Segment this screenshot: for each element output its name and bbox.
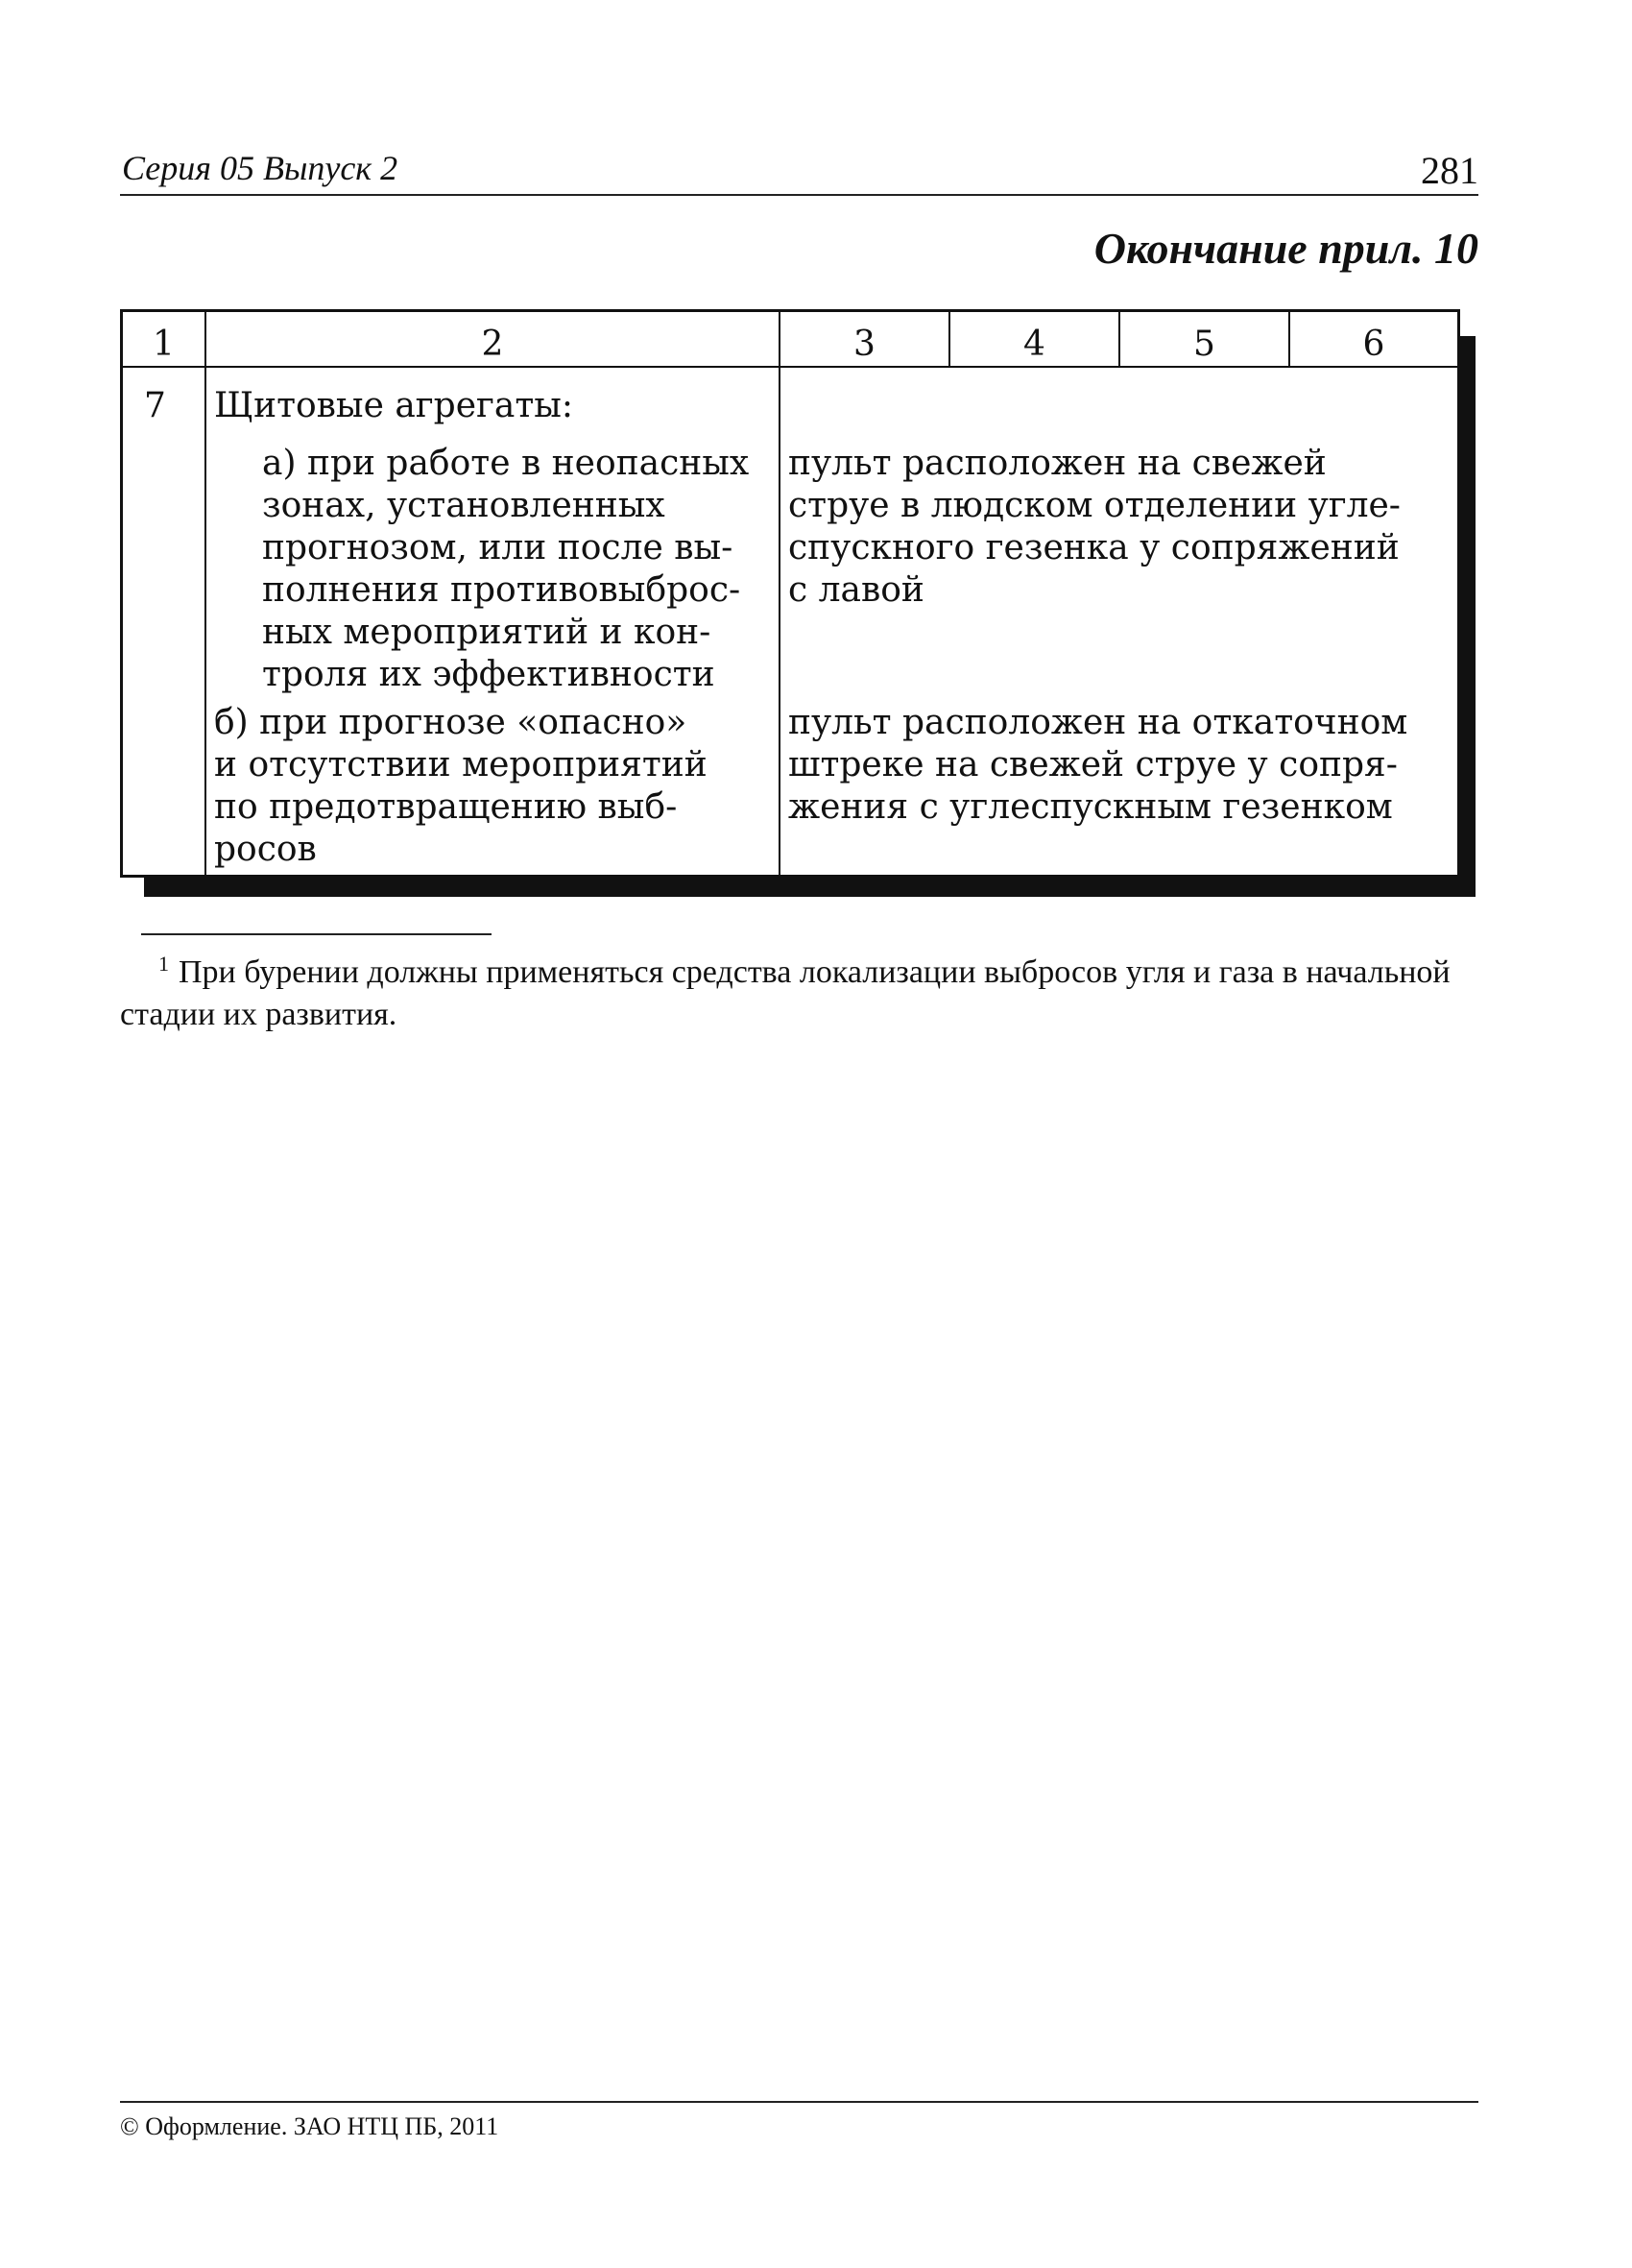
header-row-divider <box>123 366 1457 368</box>
location-b-line: пульт расположен на откаточном <box>788 703 1408 742</box>
row-number: 7 <box>144 386 166 425</box>
footer-copyright: © Оформление. ЗАО НТЦ ПБ, 2011 <box>120 2112 499 2140</box>
location-b-line: штреке на свежей струе у сопря- <box>788 745 1398 784</box>
condition-a-line: зонах, установленных <box>262 486 665 525</box>
location-a-line: спускного гезенка у сопряжений <box>788 528 1400 567</box>
page-number: 281 <box>1421 149 1478 192</box>
column-header-4: 4 <box>1023 325 1045 364</box>
condition-a-line: ных мероприятий и кон- <box>262 613 711 652</box>
item-title: Щитовые агрегаты: <box>214 386 574 425</box>
series-title: Серия 05 Выпуск 2 <box>122 149 398 187</box>
footer-rule <box>120 2101 1478 2103</box>
column-divider <box>204 312 206 875</box>
condition-a-line: прогнозом, или после вы- <box>262 528 733 567</box>
condition-b-line: росов <box>214 830 317 869</box>
location-b-line: жения с углеспускным гезенком <box>788 787 1393 827</box>
appendix-table <box>120 309 1460 878</box>
table-shadow-bottom <box>144 878 1476 897</box>
column-header-5: 5 <box>1193 325 1215 364</box>
footnote-rule <box>141 933 492 935</box>
appendix-caption: Окончание прил. 10 <box>1093 224 1478 273</box>
location-a-line: с лавой <box>788 570 924 610</box>
footnote-text: При бурении должны применяться средства локализации выбросов угля и газа в начальной стадии их развития. <box>120 954 1451 1032</box>
condition-b-line: б) при прогнозе «опасно» <box>214 703 687 742</box>
location-a-line: струе в людском отделении угле- <box>788 486 1401 525</box>
condition-b-line: по предотвращению выб- <box>214 787 678 827</box>
condition-a-line: а) при работе в неопасных <box>262 444 750 483</box>
column-header-6: 6 <box>1362 325 1385 364</box>
column-header-2: 2 <box>481 325 504 364</box>
location-b <box>788 702 1407 829</box>
running-header <box>120 144 1478 196</box>
location-a-line: пульт расположен на свежей <box>788 444 1327 483</box>
column-header-3: 3 <box>853 325 876 364</box>
condition-a-line: полнения противовыброс- <box>262 570 741 610</box>
location-a <box>788 443 1401 612</box>
condition-a-line: троля их эффективности <box>262 655 715 694</box>
column-header-1: 1 <box>153 325 175 364</box>
table-shadow-right <box>1460 336 1476 897</box>
footnote-mark: 1 <box>158 952 169 976</box>
condition-b-line: и отсутствии мероприятий <box>214 745 708 784</box>
footnote <box>120 943 1483 1036</box>
